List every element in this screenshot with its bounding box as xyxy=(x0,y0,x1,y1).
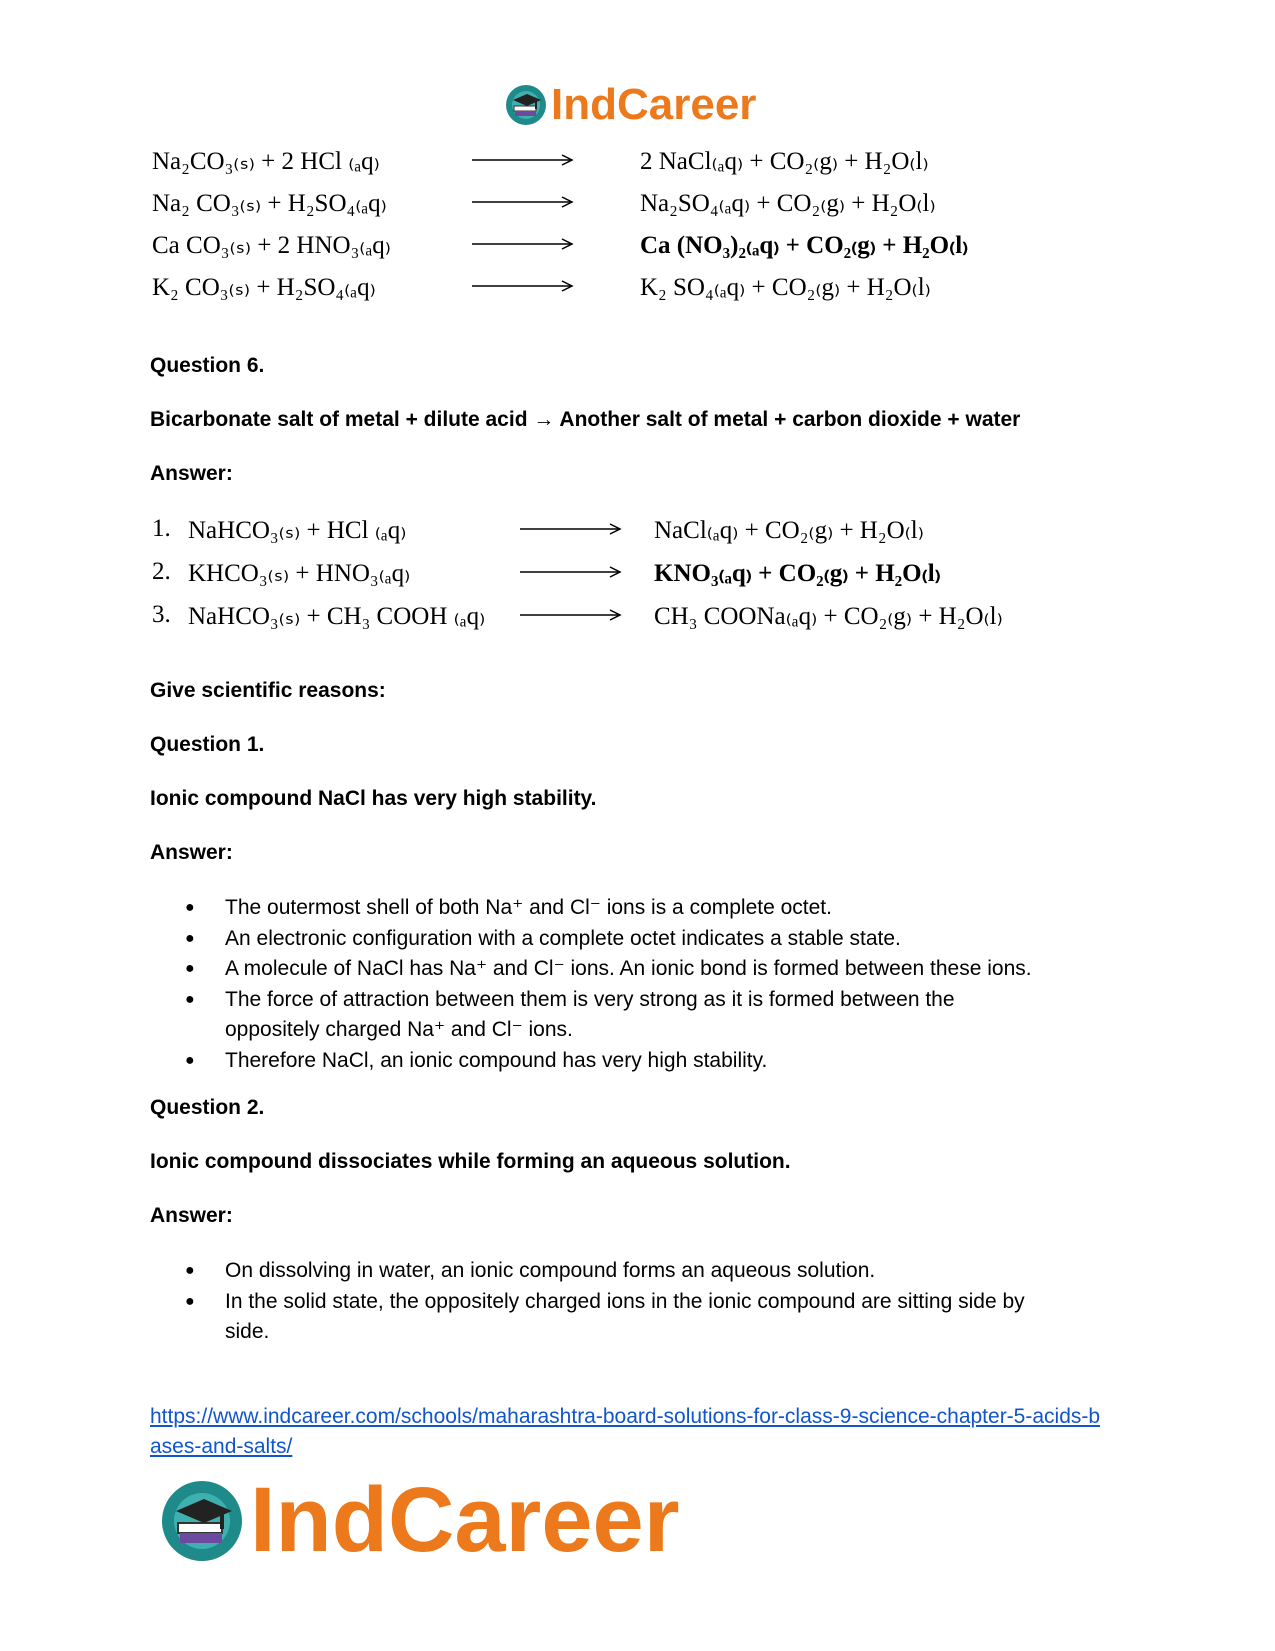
arrow-right-icon xyxy=(472,150,577,170)
graduation-cap-books-icon xyxy=(160,1479,244,1563)
equation-lhs: Na₂CO₃₍ₛ₎ + 2 HCl ₍ₐq₎ xyxy=(152,148,380,175)
indcareer-logo-top xyxy=(505,80,756,130)
list-item-line: The force of attraction between them is very strong as it is formed between the xyxy=(225,987,955,1011)
question-6-title: Question 6. xyxy=(150,354,265,377)
indcareer-logo-bottom xyxy=(160,1468,680,1573)
equation-lhs: K₂ CO₃₍ₛ₎ + H₂SO₄₍ₐq₎ xyxy=(152,274,376,301)
list-item-line: side. xyxy=(225,1320,270,1343)
equation-rhs: NaCl₍ₐq₎ + CO₂₍g₎ + H₂O₍l₎ xyxy=(654,517,924,544)
question-1-statement: Ionic compound NaCl has very high stability. xyxy=(150,787,597,810)
question-1-title: Question 1. xyxy=(150,733,265,756)
equation-rhs: CH₃ COONa₍ₐq₎ + CO₂₍g₎ + H₂O₍l₎ xyxy=(654,603,1003,630)
question-1-answer-label: Answer: xyxy=(150,841,233,864)
equation-number: 1. xyxy=(152,515,171,542)
equation-rhs: 2 NaCl₍ₐq₎ + CO₂₍g₎ + H₂O₍l₎ xyxy=(640,148,929,175)
question-2-answer-label: Answer: xyxy=(150,1204,233,1227)
equation-rhs: KNO₃₍ₐq₎ + CO₂₍g₎ + H₂O₍l₎ xyxy=(654,560,941,587)
list-item xyxy=(185,985,1032,1046)
equation-lhs: Ca CO₃₍ₛ₎ + 2 HNO₃₍ₐq₎ xyxy=(152,232,391,259)
question-2-answer-list xyxy=(185,1256,1025,1348)
question-6-statement: Bicarbonate salt of metal + dilute acid → Another salt of metal + carbon dioxide + water xyxy=(150,408,1021,431)
list-item-line: oppositely charged Na⁺ and Cl⁻ ions. xyxy=(225,1018,573,1041)
question-2-statement: Ionic compound dissociates while forming an aqueous solution. xyxy=(150,1150,791,1173)
list-item: ● The outermost shell of both Na⁺ and Cl⁻ ions is a complete octet. xyxy=(185,893,1032,924)
list-item xyxy=(185,1287,1025,1348)
list-item-line: In the solid state, the oppositely charged ions in the ionic compound are sitting side by xyxy=(225,1289,1025,1313)
reasons-heading: Give scientific reasons: xyxy=(150,679,386,702)
arrow-right-icon xyxy=(520,605,625,625)
graduation-cap-books-icon xyxy=(505,84,547,126)
list-item: ● Therefore NaCl, an ionic compound has very high stability. xyxy=(185,1046,1032,1077)
equation-rhs: K₂ SO₄₍ₐq₎ + CO₂₍g₎ + H₂O₍l₎ xyxy=(640,274,931,301)
question-2-title: Question 2. xyxy=(150,1096,265,1119)
question-1-answer-list xyxy=(185,893,1032,1076)
list-item: ● An electronic configuration with a complete octet indicates a stable state. xyxy=(185,924,1032,955)
equation-number: 2. xyxy=(152,558,171,585)
equation-lhs: Na₂ CO₃₍ₛ₎ + H₂SO₄₍ₐq₎ xyxy=(152,190,387,217)
equation-number: 3. xyxy=(152,601,171,628)
equation-rhs: Na₂SO₄₍ₐq₎ + CO₂₍g₎ + H₂O₍l₎ xyxy=(640,190,936,217)
equation-lhs: NaHCO₃₍ₛ₎ + CH₃ COOH ₍ₐq₎ xyxy=(188,603,486,630)
arrow-right-icon xyxy=(472,234,577,254)
equation-lhs: NaHCO₃₍ₛ₎ + HCl ₍ₐq₎ xyxy=(188,517,407,544)
equation-rhs: Ca (NO₃)₂₍ₐq₎ + CO₂₍g₎ + H₂O₍l₎ xyxy=(640,232,969,259)
brand-name: IndCareer xyxy=(250,1469,680,1571)
list-item: ● On dissolving in water, an ionic compound forms an aqueous solution. xyxy=(185,1256,1025,1287)
arrow-right-icon xyxy=(472,276,577,296)
list-item: ● A molecule of NaCl has Na⁺ and Cl⁻ ions. An ionic bond is formed between these ions. xyxy=(185,954,1032,985)
equation-lhs: KHCO₃₍ₛ₎ + HNO₃₍ₐq₎ xyxy=(188,560,411,587)
source-link[interactable]: https://www.indcareer.com/schools/maharashtra-board-solutions-for-class-9-science-chapter-5-acids-bases-and-salts/ xyxy=(150,1405,1101,1458)
arrow-right-icon xyxy=(472,192,577,212)
question-6-answer-label: Answer: xyxy=(150,462,233,485)
arrow-right-icon xyxy=(520,562,625,582)
arrow-right-icon xyxy=(520,519,625,539)
brand-name: IndCareer xyxy=(551,80,757,129)
